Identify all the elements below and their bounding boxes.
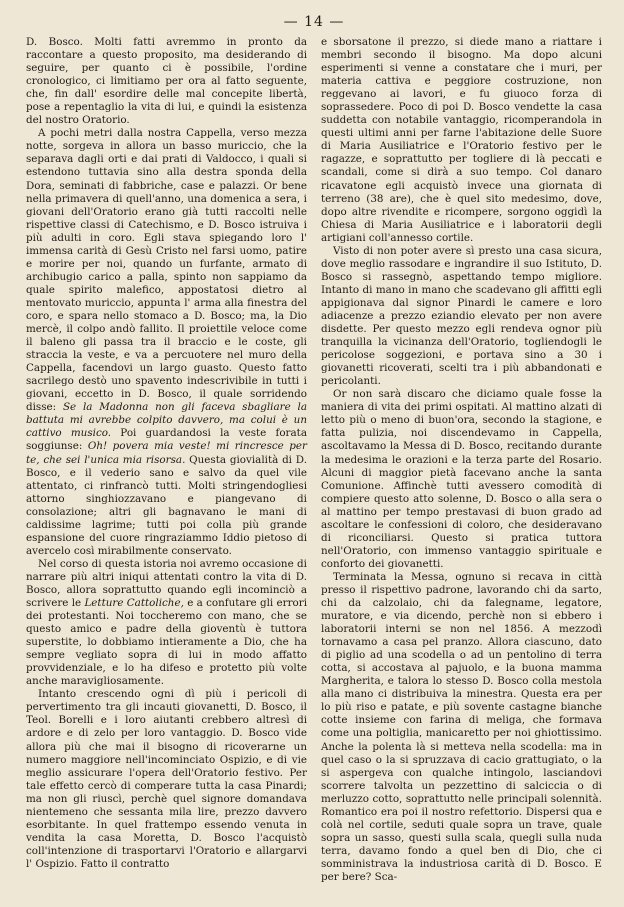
paragraph: Or non sarà discaro che diciamo quale fosse la maniera di vita dei primi ospitati. Al mattino alzati di letto più o meno di buon'ora, secondo la stagione, e fatta pulizia, noi discendevamo in Cappella, ascoltavamo la Messa di D. Bosco, recitando durante la medesima le orazioni e la terza parte del Rosario. Alcuni di maggior pietà facevano anche la santa Comunione. Affinchè tutti avessero comodità di compiere questo atto solenne, D. Bosco o alla sera o al mattino per tempo prestavasi di buon grado ad ascoltare le confessioni di coloro, che desideravano di riconciliarsi. Questo si pratica tuttora nell'Oratorio, con immenso vantaggio spirituale e conforto dei giovanetti. <box>321 388 602 570</box>
paragraph-text: Nel corso di questa istoria noi avremo occasione di narrare più altri iniqui attentati contro la vita di D. Bosco, allora soprattutto quando egli incominciò a scrivere le <box>26 557 307 610</box>
paragraph: D. Bosco. Molti fatti avremmo in pronto da raccontare a questo proposito, ma desiderando di seguire, per quanto ci è possibile, l'ordine cronologico, ci limitiamo per ora al fatto seguente, che, fin dall' esordire delle mal concepite libertà, pose a repentaglio la vita di lui, e quindi la esistenza del nostro Oratorio. <box>26 36 307 127</box>
paragraph: e sborsatone il prezzo, si diede mano a riattare i membri secondo il bisogno. Ma dopo alcuni esperimenti si venne a constatare che i muri, per materia cattiva e peggiore costruzione, non reggevano ai lavori, e fu giuoco forza di soprassedere. Poco di poi D. Bosco vendette la casa suddetta con notabile vantaggio, ricomperandola in questi ultimi anni per farne l'abitazione delle Suore di Maria Ausiliatrice e l'Oratorio festivo per le ragazze, e soprattutto per togliere di là peccati e scandali, come si dirà a suo tempo. Col danaro ricavatone egli acquistò invece una giornata di terreno (38 are), che è quel sito medesimo, dove, dopo altre rivendite e ricompere, sorgono oggidì la Chiesa di Maria Ausiliatrice e i laboratorii degli artigiani coll'annesso cortile. <box>321 36 602 244</box>
paragraph: Visto di non poter avere sì presto una casa sicura, dove meglio rassodare e ingrandire il suo Istituto, D. Bosco si rassegnò, aspettando tempo migliore. Intanto di mano in mano che scadevano gli affitti egli appigionava dal signor Pinardi le camere e loro adiacenze a prezzo eziandio elevato per non avere disdette. Per questo mezzo egli rendeva ognor più tranquilla la vicinanza dell'Oratorio, togliendogli le pericolose soggezioni, e portava sino a 30 i giovanetti ricoverati, scelti tra i più abbandonati e pericolanti. <box>321 244 602 388</box>
paragraph-text: A pochi metri dalla nostra Cappella, verso mezza notte, sorgeva in allora un basso muriccio, che la separava dagli orti e dai prati di Valdocco, i quali si estendono tuttavia sino alla destra sponda della Dora, seminati di fabbriche, case e palazzi. Or bene nella primavera di quell'anno, una domenica a sera, i giovani dell'Oratorio erano già tutti raccolti nelle rispettive classi di Catechismo, e D. Bosco istruiva i più adulti in coro. Egli stava spiegando loro l' immensa carità di Gesù Cristo nel farsi uomo, patire e morire per noi, quando un furfante, armato di archibugio carico a palla, spinto non sappiamo da quale spirito malefico, appostatosi dietro al mentovato muriccio, appunta l' arma alla finestra del coro, e spara nello stomaco a D. Bosco; ma, la Dio mercè, il colpo andò fallito. Il proiettile veloce come il baleno gli passa tra il braccio e le coste, gli straccia la veste, e va a percuotere nel muro della Cappella, facendovi un largo guasto. Questo fatto sacrilego destò uno spavento indescrivibile in tutti i giovani, eccetto in D. Bosco, il quale sorridendo disse: <box>26 127 307 414</box>
paragraph <box>26 558 307 688</box>
paragraph: Terminata la Messa, ognuno si recava in città presso il rispettivo padrone, lavorando chi da sarto, chi da calzolaio, chi da falegname, legatore, muratore, e via dicendo, perchè non si ebbero i laboratorii interni se non nel 1856. A mezzodì tornavamo a casa pel pranzo. Allora ciascuno, dato di piglio ad una scodella o ad un pentolino di terra cotta, si accostava al pajuolo, e la buona mamma Margherita, e talora lo stesso D. Bosco colla mestola alla mano ci distribuiva la minestra. Questa era per lo più riso e patate, e più sovente castagne bianche cotte insieme con farina di meliga, che formava come una poltiglia, manicaretto per noi ghiottissimo. Anche la polenta là si metteva nella scodella: ma in quel caso o la si spruzzava di cacio grattugiato, o la si aspergeva con qualche intingolo, lasciandovi scorrere talvolta un pezzettino di salciccia o di merluzzo cotto, soprattutto nelle principali solennità. Romantico era poi il nostro refettorio. Dispersi qua e colà nel cortile, seduti quale sopra un trave, quale sopra un sasso, questi sulla scala, quegli sulla nuda terra, davamo fondo a quel ben di Dio, che ci somministrava la industriosa carità di D. Bosco. E per bere? Sca- <box>321 570 602 883</box>
paragraph-text: e a confutare gli errori dei protestanti. Noi toccheremo con mano, che se questo amico e padre della gioventù è tuttora superstite, lo dobbiamo intieramente a Dio, che ha sempre vegliato sopra di lui in modo affatto provvidenziale, e lo ha difeso e protetto più volte anche maravigliosamente. <box>26 597 307 688</box>
text-columns <box>26 36 602 884</box>
paragraph: Intanto crescendo ogni dì più i pericoli di pervertimento tra gli incauti giovanetti, D. Bosco, il Teol. Borelli e i loro aiutanti crebbero altresì di ardore e di zelo per loro vantaggio. D. Bosco vide allora più che mai il bisogno di ricoverarne un numero maggiore nell'incominciato Ospizio, e di vie meglio assicurare l'opera dell'Oratorio festivo. Per tale effetto cercò di comperare tutta la casa Pinardi; ma non gli riuscì, perchè quel signore domandava nientemeno che sessanta mila lire, prezzo davvero esorbitante. In quel frattempo essendo venuta in vendita la casa Moretta, D. Bosco l'acquistò coll'intenzione di trasportarvi l'Oratorio e allargarvi l' Ospizio. Fatto il contratto <box>26 688 307 870</box>
paragraph-text: Questa <box>189 453 227 466</box>
right-column <box>321 36 602 884</box>
italic-exclamation: Oh! povera mia veste! mi rincresce per te, che sei l'unica mia risorsa. <box>26 440 307 466</box>
paragraph-text: Poi guardandosi la veste forata soggiunse: <box>26 427 307 453</box>
italic-title: Letture Cattoliche, <box>84 597 184 610</box>
page-number: — 14 — <box>283 14 345 30</box>
left-column <box>26 36 307 884</box>
italic-speech: Se la Madonna non gli faceva sbagliare la battuta mi avrebbe colpito davvero, ma colui è un cattivo musico. <box>26 401 307 440</box>
paragraph <box>26 127 307 558</box>
paragraph-text: giovialità di D. Bosco, e il vederio sano e salvo da quel vile attentato, ci rinfrancò tutti. Molti stringendogliesi attorno singhiozzavano e piangevano di consolazione; altri gli bagnavano le mani di caldissime lagrime; tutti poi colla più grande espansione del cuore ringraziammo Iddio pietoso di avercelo così mirabilmente conservato. <box>26 453 307 557</box>
